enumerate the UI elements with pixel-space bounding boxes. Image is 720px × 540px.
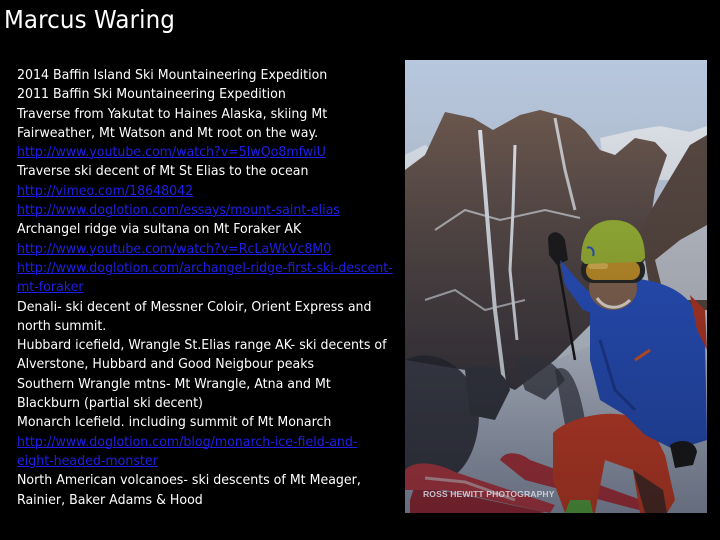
expedition-line: Archangel ridge via sultana on Mt Foraker AK — [17, 222, 302, 238]
expedition-line: North American volcanoes- ski descents of Mt Meager, — [17, 473, 361, 489]
doglotion-link-st-elias[interactable]: http://www.doglotion.com/essays/mount-saint-elias — [17, 203, 340, 219]
doglotion-link-foraker[interactable]: http://www.doglotion.com/archangel-ridge-first-ski-descent- — [17, 260, 393, 276]
expedition-line: 2011 Baffin Ski Mountaineering Expedition — [17, 87, 286, 103]
slide-title: Marcus Waring — [4, 5, 175, 34]
expedition-line: Monarch Icefield. including summit of Mt Monarch — [17, 415, 332, 431]
expedition-line: Traverse from Yakutat to Haines Alaska, skiing Mt — [17, 106, 328, 122]
skier-photo-illustration — [405, 60, 707, 513]
expedition-line: Denali- ski decent of Messner Coloir, Orient Express and — [17, 299, 372, 315]
expedition-line: Blackburn (partial ski decent) — [17, 396, 203, 412]
expedition-line: Hubbard icefield, Wrangle St.Elias range AK- ski decents of — [17, 338, 387, 354]
expedition-line: Alverstone, Hubbard and Good Neigbour peaks — [17, 357, 315, 373]
skier-photo — [405, 60, 707, 513]
expedition-line: Traverse ski decent of Mt St Elias to the ocean — [17, 164, 309, 180]
youtube-link-foraker[interactable]: http://www.youtube.com/watch?v=RcLaWkVc8M0 — [17, 241, 332, 257]
photo-credit: ROSS HEWITT PHOTOGRAPHY — [423, 489, 555, 499]
expedition-list — [17, 66, 417, 510]
expedition-line: Southern Wrangle mtns- Mt Wrangle, Atna and Mt — [17, 376, 331, 392]
expedition-line: 2014 Baffin Island Ski Mountaineering Expedition — [17, 68, 328, 83]
doglotion-link-monarch[interactable]: http://www.doglotion.com/blog/monarch-ice-field-and- — [17, 434, 358, 450]
expedition-line: Rainier, Baker Adams & Hood — [17, 492, 203, 508]
doglotion-link-monarch-cont[interactable]: eight-headed-monster — [17, 453, 158, 469]
doglotion-link-foraker-cont[interactable]: mt-foraker — [17, 280, 84, 296]
expedition-line: north summit. — [17, 318, 107, 334]
vimeo-link-st-elias[interactable]: http://vimeo.com/18648042 — [17, 183, 194, 199]
expedition-line: Fairweather, Mt Watson and Mt root on the way. — [17, 125, 319, 141]
youtube-link-yakutat[interactable]: http://www.youtube.com/watch?v=5IwQo8mfwiU — [17, 145, 326, 161]
